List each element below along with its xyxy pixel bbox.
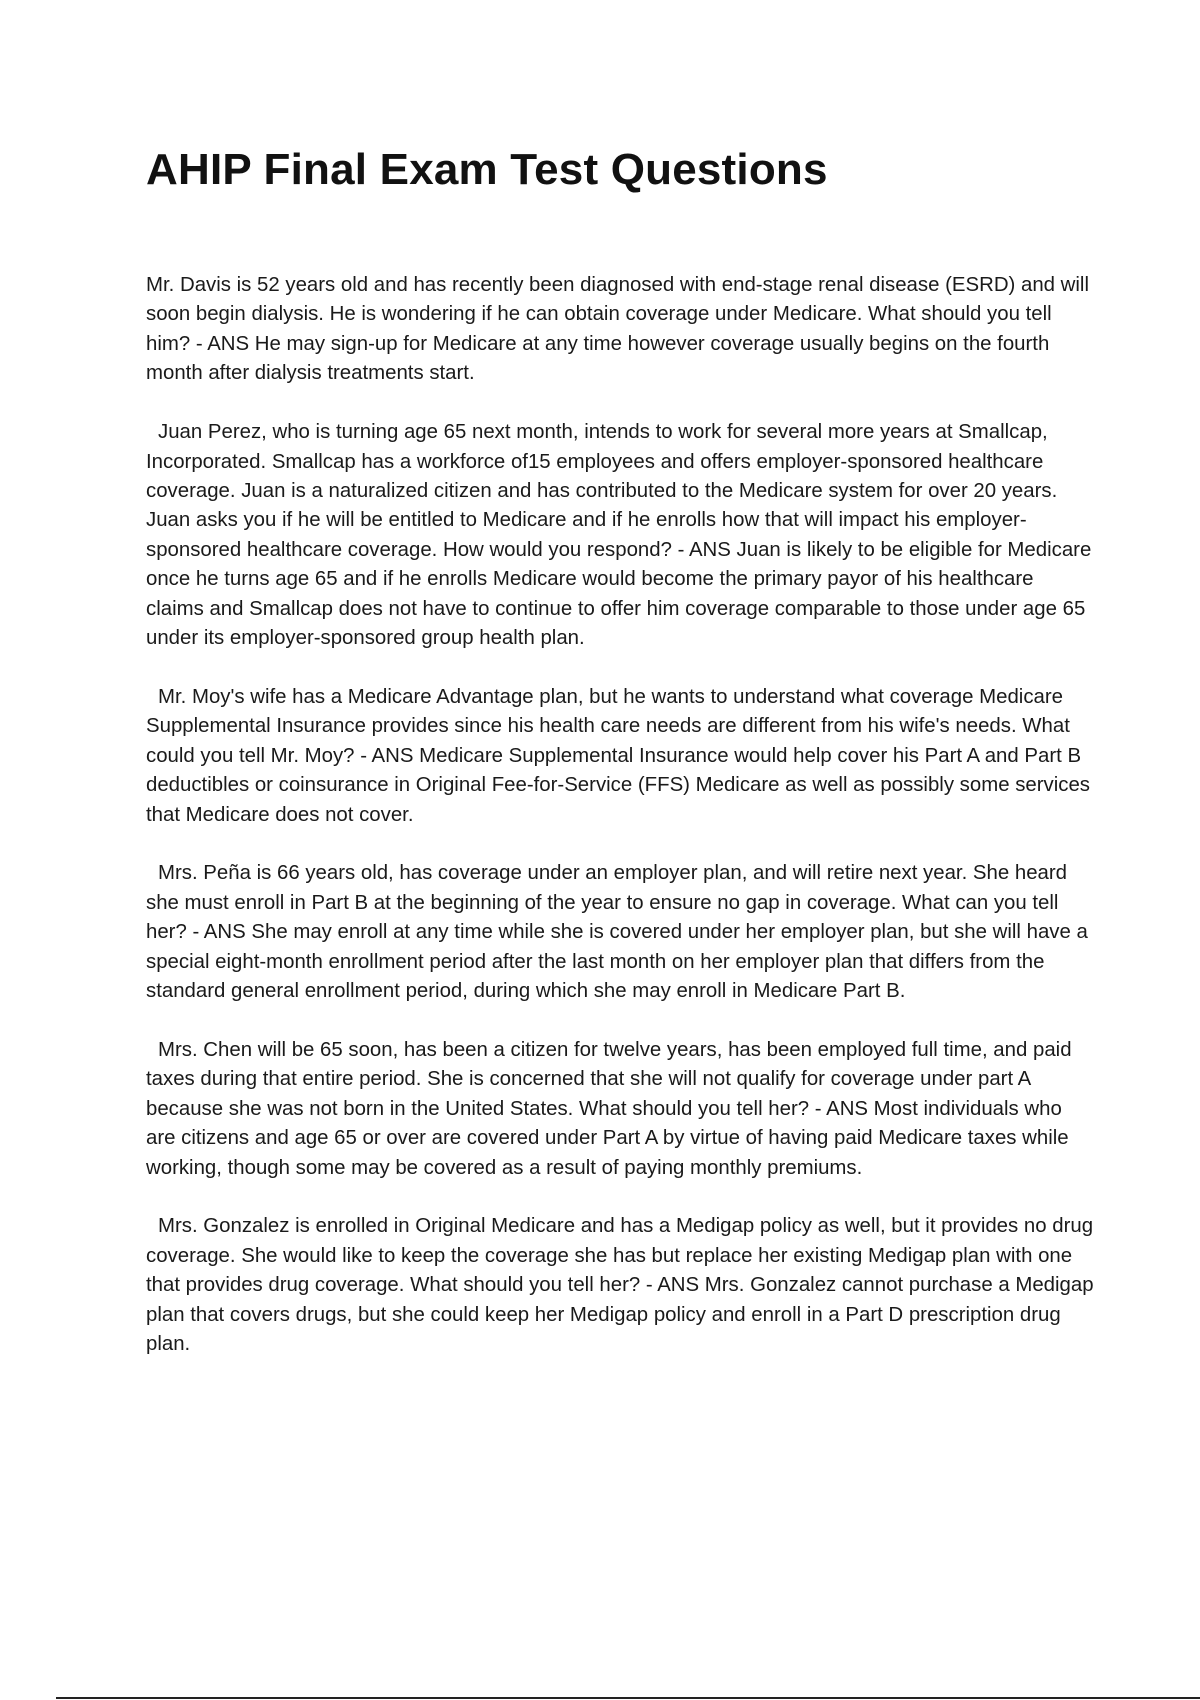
- question-item-1: Mr. Davis is 52 years old and has recently been diagnosed with end-stage renal disease (ESRD) and will soon begin dialysis. He is wondering if he can obtain coverage under Medicare. What should you tell him? - ANS He may sign-up for Medicare at any time however coverage usually begins on the fourth month after dialysis treatments start.: [146, 274, 1089, 385]
- question-item-2: [146, 418, 1096, 653]
- question-item-5-text: Mrs. Chen will be 65 soon, has been a citizen for twelve years, has been employed full time, and paid taxes during that entire period. She is concerned that she will not qualify for coverage under part A because she was not born in the United States. What should you tell her? - ANS Most individuals who are citizens and age 65 or over are covered under Part A by virtue of having paid Medicare taxes while working, though some may be covered as a result of paying monthly premiums.: [146, 1038, 1072, 1179]
- question-item-5: [146, 1036, 1096, 1183]
- question-item-3: [146, 683, 1096, 830]
- page-title: AHIP Final Exam Test Questions: [146, 145, 828, 194]
- question-item-6: [146, 1212, 1096, 1359]
- question-item-6-text: Mrs. Gonzalez is enrolled in Original Medicare and has a Medigap policy as well, but it provides no drug coverage. She would like to keep the coverage she has but replace her existing Medigap plan with one that provides drug coverage. What should you tell her? - ANS Mrs. Gonzalez cannot purchase a Medigap plan that covers drugs, but she could keep her Medigap policy and enroll in a Part D prescription drug plan.: [146, 1215, 1094, 1356]
- question-item-2-text: Juan Perez, who is turning age 65 next month, intends to work for several more years at Smallcap, Incorporated. Smallcap has a workforce of15 employees and offers employer-sponsored healthcare coverage. Juan is a naturalized citizen and has contributed to the Medicare system for over 20 years. Juan asks you if he will be entitled to Medicare and if he enrolls how that will impact his employer-sponsored healthcare coverage. How would you respond? - ANS Juan is likely to be eligible for Medicare once he turns age 65 and if he enrolls Medicare would become the primary payor of his healthcare claims and Smallcap does not have to continue to offer him coverage comparable to those under age 65 under its employer-sponsored group health plan.: [146, 421, 1092, 649]
- question-list: [146, 271, 1096, 1389]
- footer-divider: [56, 1697, 1200, 1699]
- question-item-4-text: Mrs. Peña is 66 years old, has coverage under an employer plan, and will retire next year. She heard she must enroll in Part B at the beginning of the year to ensure no gap in coverage. What can you tell her? - ANS She may enroll at any time while she is covered under her employer plan, but she will have a special eight-month enrollment period after the last month on her employer plan that differs from the standard general enrollment period, during which she may enroll in Medicare Part B.: [146, 862, 1088, 1003]
- question-item-4: [146, 859, 1096, 1006]
- question-item-3-text: Mr. Moy's wife has a Medicare Advantage plan, but he wants to understand what coverage Medicare Supplemental Insurance provides since his health care needs are different from his wife's needs. What could you tell Mr. Moy? - ANS Medicare Supplemental Insurance would help cover his Part A and Part B deductibles or coinsurance in Original Fee-for-Service (FFS) Medicare as well as possibly some services that Medicare does not cover.: [146, 685, 1090, 826]
